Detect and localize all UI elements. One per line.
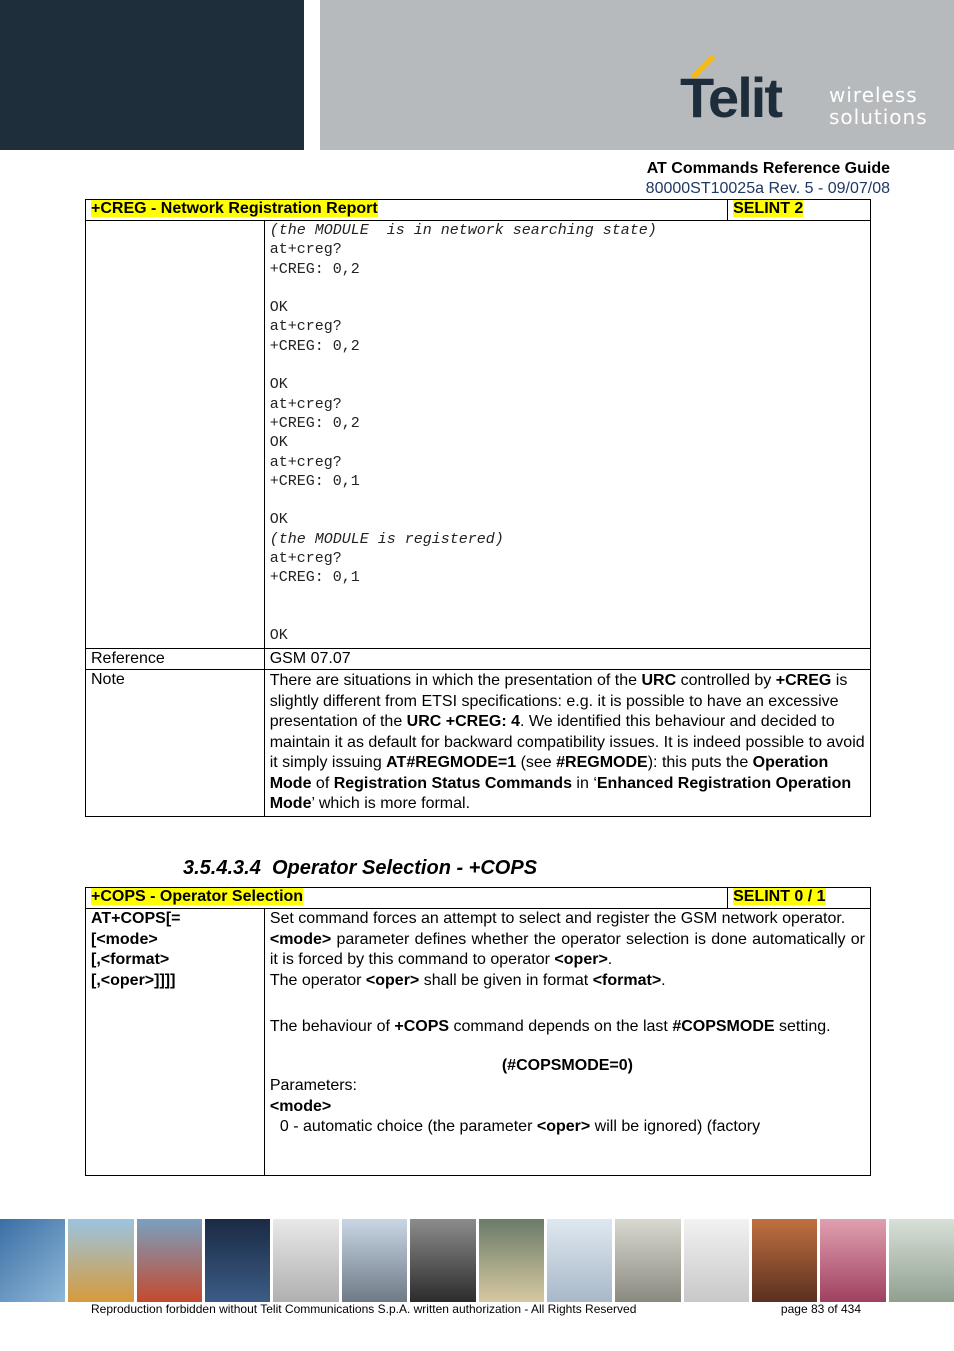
cops-desc-2: <mode> parameter defines whether the operator selection is done automatically or it is forced by this command to operator <oper>. bbox=[269, 930, 865, 968]
cops-desc-1: Set command forces an attempt to select and register the GSM network operator. bbox=[269, 910, 846, 927]
code-line: +CREG: 0,2 bbox=[269, 260, 360, 278]
cops-desc-3: The operator <oper> shall be given in format <format>. bbox=[269, 971, 666, 989]
footer-image-strip bbox=[0, 1219, 954, 1302]
code-line bbox=[270, 607, 865, 626]
mode-param: <mode> bbox=[269, 1097, 332, 1115]
code-line: at+creg? bbox=[269, 318, 342, 336]
section-title: Operator Selection - +COPS bbox=[271, 857, 538, 879]
cops-selint: SELINT 0 / 1 bbox=[733, 888, 826, 905]
code-line: at+creg? bbox=[269, 395, 342, 413]
doc-number: 80000ST10025a Rev. 5 - 09/07/08 bbox=[645, 180, 890, 197]
code-line: OK bbox=[269, 434, 288, 452]
footer-photo bbox=[889, 1219, 954, 1302]
note-text: There are situations in which the presentation of the URC controlled by +CREG is slightly different from ETSI specifications: e.g. it is possible to have an excessive presentation of the URC +CREG: 4. We identified this behaviour and decided to maintain it as default for backward compatibility issues. It is indeed possible to avoid it simply issuing AT#REGMODE=1 (see #REGMODE): this puts the Operation Mode of Registration Status Commands in ‘Enhanced Registration Operation Mode’ which is more formal. bbox=[264, 670, 870, 817]
footer-photo bbox=[547, 1219, 612, 1302]
code-line bbox=[270, 279, 865, 298]
logo-subtitle bbox=[829, 84, 928, 128]
footer-photo bbox=[68, 1219, 133, 1302]
code-line bbox=[270, 491, 865, 510]
code-line: +CREG: 0,1 bbox=[269, 569, 360, 587]
footer-photo bbox=[137, 1219, 202, 1302]
reference-label: Reference bbox=[86, 648, 265, 670]
footer-page: page 83 of 434 bbox=[780, 1302, 861, 1316]
creg-example-block bbox=[270, 221, 865, 646]
code-line: +CREG: 0,1 bbox=[269, 472, 360, 490]
code-line: OK bbox=[269, 299, 288, 317]
footer-photo bbox=[410, 1219, 475, 1302]
code-line: (the MODULE is registered) bbox=[269, 530, 504, 548]
code-line: OK bbox=[269, 376, 288, 394]
footer-photo bbox=[479, 1219, 544, 1302]
footer-photo bbox=[820, 1219, 885, 1302]
code-line: at+creg? bbox=[269, 241, 342, 259]
code-line: OK bbox=[269, 627, 288, 645]
code-line bbox=[270, 588, 865, 607]
params-label: Parameters: bbox=[269, 1077, 357, 1094]
code-line: at+creg? bbox=[269, 453, 342, 471]
section-number: 3.5.4.3.4 bbox=[183, 857, 261, 879]
logo-sub-2: solutions bbox=[829, 105, 928, 129]
footer-photo bbox=[752, 1219, 817, 1302]
footer-copyright: Reproduction forbidden without Telit Communications S.p.A. written authorization - All Rights Reserved bbox=[91, 1302, 637, 1316]
code-line: at+creg? bbox=[269, 550, 342, 568]
cops-table bbox=[85, 887, 871, 1176]
footer-photo bbox=[0, 1219, 65, 1302]
footer bbox=[91, 1302, 861, 1316]
footer-photo bbox=[205, 1219, 270, 1302]
header-dark-panel bbox=[0, 0, 304, 150]
telit-logo bbox=[676, 48, 936, 138]
mode-heading: (#COPSMODE=0) bbox=[501, 1056, 633, 1074]
cops-description bbox=[264, 909, 870, 1176]
code-line: (the MODULE is in network searching state) bbox=[269, 222, 657, 239]
footer-photo bbox=[684, 1219, 749, 1302]
section-heading bbox=[183, 857, 537, 880]
cops-desc-4: The behaviour of +COPS command depends on the last #COPSMODE setting. bbox=[269, 1018, 831, 1035]
cops-table-title: +COPS - Operator Selection bbox=[91, 888, 304, 905]
mode-0: 0 - automatic choice (the parameter <oper> will be ignored) (factory bbox=[279, 1118, 761, 1135]
code-line: +CREG: 0,2 bbox=[269, 414, 360, 432]
creg-table bbox=[85, 199, 871, 817]
reference-value: GSM 07.07 bbox=[264, 648, 870, 670]
cops-syntax: AT+COPS[= [<mode> [,<format> [,<oper>]]]] bbox=[86, 909, 265, 1176]
logo-sub-1: wireless bbox=[829, 83, 918, 107]
note-label: Note bbox=[86, 670, 265, 817]
code-line: OK bbox=[269, 511, 288, 529]
footer-photo bbox=[273, 1219, 338, 1302]
footer-photo bbox=[615, 1219, 680, 1302]
doc-title: AT Commands Reference Guide bbox=[646, 160, 890, 177]
footer-photo bbox=[342, 1219, 407, 1302]
logo-word: Telit bbox=[680, 66, 781, 129]
document-title-block bbox=[646, 159, 890, 199]
code-line: +CREG: 0,2 bbox=[269, 337, 360, 355]
creg-table-title: +CREG - Network Registration Report bbox=[91, 200, 378, 217]
code-line bbox=[270, 356, 865, 375]
creg-selint: SELINT 2 bbox=[733, 200, 804, 217]
